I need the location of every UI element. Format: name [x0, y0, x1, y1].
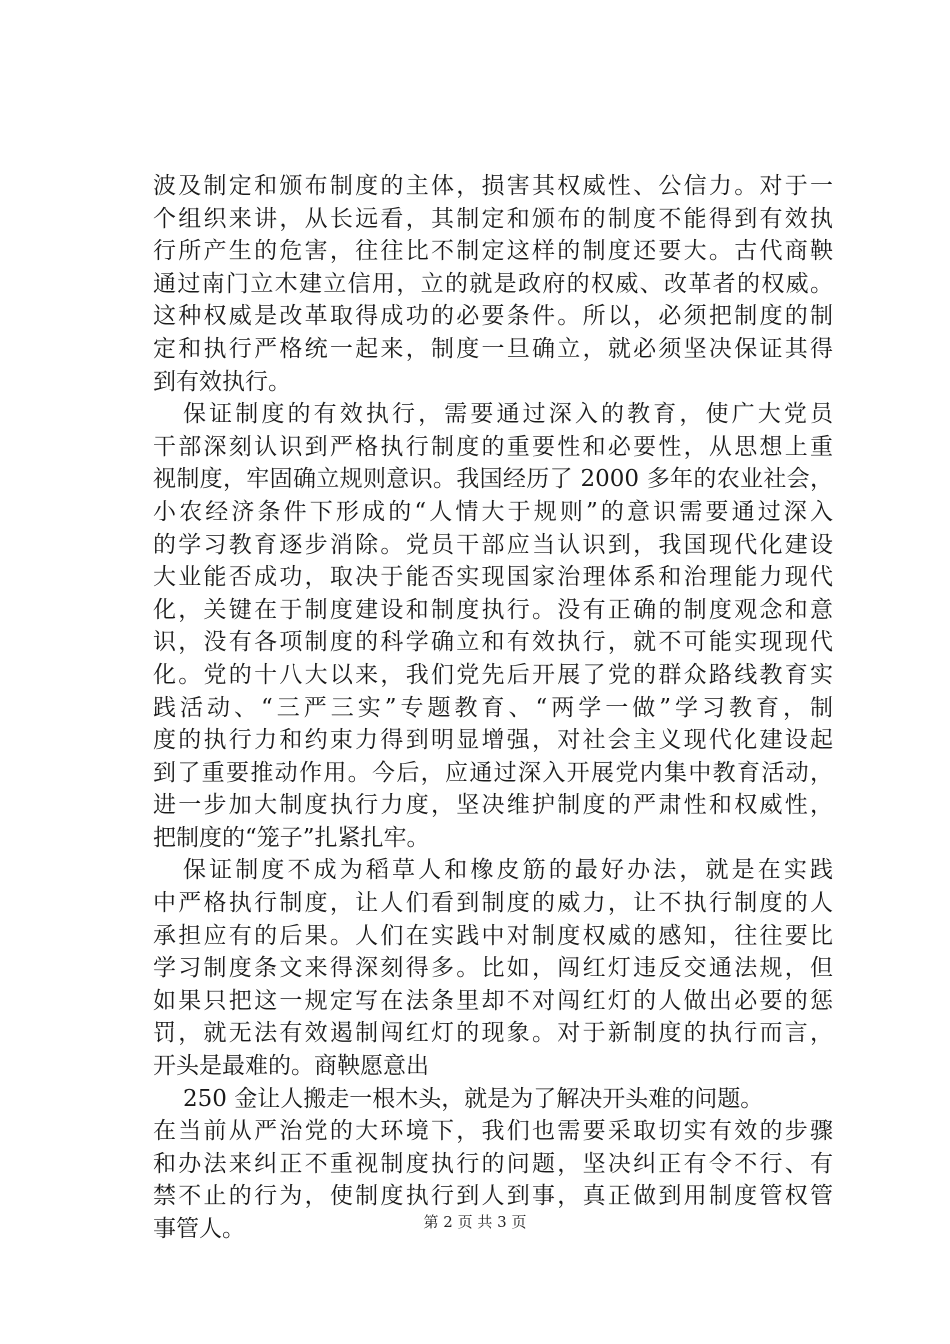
text-line: 罚，就无法有效遏制闯红灯的现象。对于新制度的执行而言，	[153, 1020, 833, 1047]
text-line: 保证制度的有效执行，需要通过深入的教育，使广大党员	[183, 401, 833, 428]
text-line: 践活动、“三严三实”专题教育、“两学一做”学习教育，制	[153, 694, 833, 721]
text-line: 进一步加大制度执行力度，坚决维护制度的严肃性和权威性，	[153, 792, 833, 819]
text-line: 通过南门立木建立信用，立的就是政府的权威、改革者的权威。	[153, 270, 833, 297]
text-line: 这种权威是改革取得成功的必要条件。所以，必须把制度的制	[153, 303, 833, 330]
text-line: 大业能否成功，取决于能否实现国家治理体系和治理能力现代	[153, 564, 833, 591]
text-line: 到有效执行。	[153, 368, 291, 395]
text-line: 干部深刻认识到严格执行制度的重要性和必要性，从思想上重	[153, 433, 833, 460]
text-line: 学习制度条文来得深刻得多。比如，闯红灯违反交通法规，但	[153, 955, 833, 982]
text-line: 事管人。	[153, 1216, 245, 1242]
text-line: 把制度的“笼子”扎紧扎牢。	[153, 824, 430, 851]
text-line: 到了重要推动作用。今后，应通过深入开展党内集中教育活动，	[153, 759, 833, 786]
text-line: 的学习教育逐步消除。党员干部应当认识到，我国现代化建设	[153, 531, 833, 558]
text-line: 禁不止的行为，使制度执行到人到事，真正做到用制度管权管	[153, 1183, 833, 1210]
text-line: 如果只把这一规定写在法条里却不对闯红灯的人做出必要的惩	[153, 987, 833, 1014]
body-text	[153, 170, 833, 1246]
text-line: 中严格执行制度，让人们看到制度的威力，让不执行制度的人	[153, 890, 833, 917]
text-line: 在当前从严治党的大环境下，我们也需要采取切实有效的步骤	[153, 1118, 833, 1145]
text-line: 个组织来讲，从长远看，其制定和颁布的制度不能得到有效执	[153, 205, 833, 232]
text-line: 度的执行力和约束力得到明显增强，对社会主义现代化建设起	[153, 727, 833, 754]
text-line: 行所产生的危害，往往比不制定这样的制度还要大。古代商鞅	[153, 238, 833, 265]
text-line: 定和执行严格统一起来，制度一旦确立，就必须坚决保证其得	[153, 335, 833, 362]
page-footer: 第 2 页 共 3 页	[423, 1213, 527, 1231]
text-line: 化，关键在于制度建设和制度执行。没有正确的制度观念和意	[153, 596, 833, 623]
text-line: 开头是最难的。商鞅愿意出	[153, 1053, 429, 1080]
text-line: 和办法来纠正不重视制度执行的问题，坚决纠正有令不行、有	[153, 1150, 833, 1177]
text-line: 250 金让人搬走一根木头，就是为了解决开头难的问题。	[183, 1085, 764, 1112]
text-line: 化。党的十八大以来，我们党先后开展了党的群众路线教育实	[153, 661, 833, 688]
text-line: 保证制度不成为稻草人和橡皮筋的最好办法，就是在实践	[183, 857, 833, 884]
text-line: 小农经济条件下形成的“人情大于规则”的意识需要通过深入	[153, 498, 833, 525]
text-line: 视制度，牢固确立规则意识。我国经历了 2000 多年的农业社会，	[153, 466, 833, 493]
text-line: 波及制定和颁布制度的主体，损害其权威性、公信力。对于一	[153, 173, 833, 199]
text-line: 承担应有的后果。人们在实践中对制度权威的感知，往往要比	[153, 922, 833, 949]
text-line: 识，没有各项制度的科学确立和有效执行，就不可能实现现代	[153, 629, 833, 656]
